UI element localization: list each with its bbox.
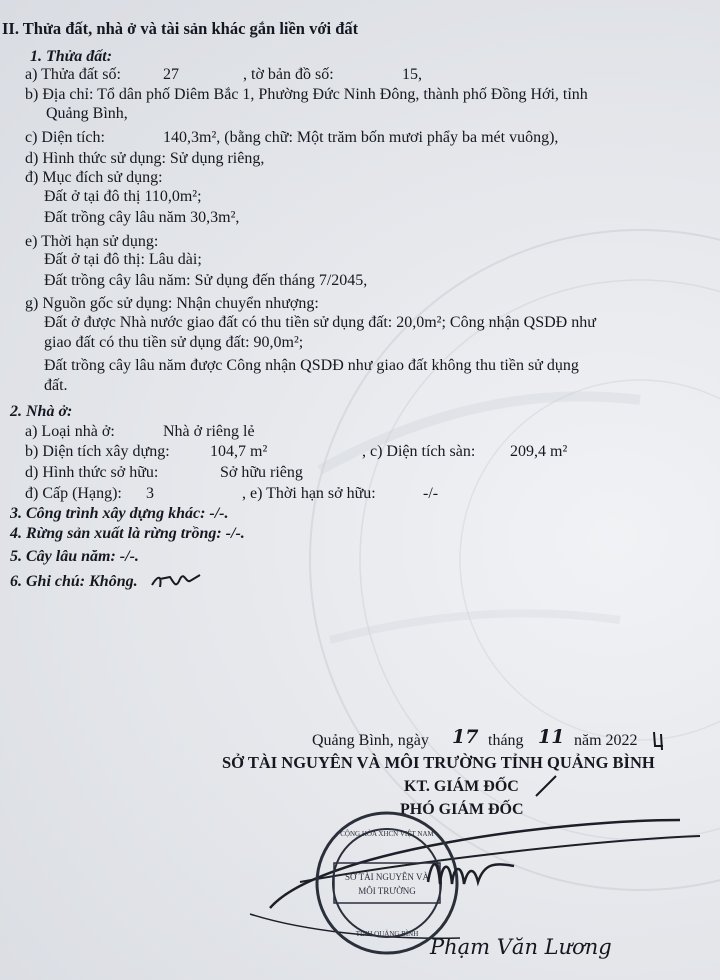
planted-forest: 4. Rừng sản xuất là rừng trồng: -/-.: [10, 525, 245, 542]
tick-mark: [532, 774, 562, 804]
floor-area-label: , c) Diện tích sàn:: [362, 443, 476, 460]
house-type-label: a) Loại nhà ở:: [25, 423, 115, 440]
area-label: c) Diện tích:: [25, 129, 105, 146]
grade-label: đ) Cấp (Hạng):: [25, 485, 122, 502]
signature-flourish: [0, 790, 720, 980]
origin-line-1: Đất ở được Nhà nước giao đất có thu tiền sử dụng đất: 20,0m²; Công nhận QSDĐ như: [44, 314, 596, 331]
origin-label: g) Nguồn gốc sử dụng: Nhận chuyển nhượng:: [25, 295, 319, 312]
ownership-label: d) Hình thức sở hữu:: [25, 464, 159, 481]
year-label: năm 2022: [574, 732, 638, 749]
notes: 6. Ghi chú: Không.: [10, 573, 138, 590]
section-title: II. Thửa đất, nhà ở và tài sản khác gắn liền với đất: [2, 19, 359, 38]
land-heading: 1. Thửa đất:: [30, 48, 113, 65]
origin-line-3: Đất trồng cây lâu năm được Công nhận QSDĐ như giao đất không thu tiền sử dụng: [44, 357, 579, 374]
origin-line-4: đất.: [44, 377, 68, 394]
area-value: 140,3m², (bằng chữ: Một trăm bốn mươi phẩy ba mét vuông),: [163, 129, 559, 146]
place-date-prefix: Quảng Bình, ngày: [312, 732, 429, 749]
month-label: tháng: [488, 732, 524, 749]
address-line-2: Quảng Bình,: [46, 105, 128, 122]
svg-text:CỘNG HÒA XHCN VIỆT NAM: CỘNG HÒA XHCN VIỆT NAM: [340, 830, 434, 838]
parcel-number: 27: [163, 66, 179, 83]
svg-text:MÔI TRƯỜNG: MÔI TRƯỜNG: [358, 886, 416, 896]
parcel-label: a) Thửa đất số:: [25, 66, 121, 83]
floor-area-value: 209,4 m²: [510, 443, 568, 460]
address-line-1: b) Địa chỉ: Tổ dân phố Diêm Bắc 1, Phường Đức Ninh Đông, thành phố Đồng Hới, tỉnh: [25, 86, 588, 103]
purpose-residential: Đất ở tại đô thị 110,0m²;: [44, 188, 202, 205]
year-mark: [651, 728, 671, 752]
purpose-perennial: Đất trồng cây lâu năm 30,3m²,: [44, 209, 240, 226]
term-residential: Đất ở tại đô thị: Lâu dài;: [44, 251, 202, 268]
deputy-director: PHÓ GIÁM ĐỐC: [400, 801, 524, 818]
ownership-term-label: , e) Thời hạn sở hữu:: [242, 485, 376, 502]
usage-form: d) Hình thức sử dụng: Sử dụng riêng,: [25, 150, 265, 167]
origin-line-2: giao đất có thu tiền sử dụng đất: 90,0m²;: [44, 334, 304, 351]
build-area-label: b) Diện tích xây dựng:: [25, 443, 170, 460]
perennial-trees: 5. Cây lâu năm: -/-.: [10, 548, 139, 565]
map-number: 15,: [402, 66, 422, 83]
handwritten-signature: [424, 844, 524, 904]
house-type-value: Nhà ở riêng lẻ: [163, 423, 255, 440]
grade-value: 3: [146, 485, 154, 502]
map-label: , tờ bản đồ số:: [243, 66, 334, 83]
ownership-value: Sở hữu riêng: [220, 464, 303, 481]
signing-day: 17: [452, 726, 479, 748]
term-label: e) Thời hạn sử dụng:: [25, 233, 159, 250]
term-perennial: Đất trồng cây lâu năm: Sử dụng đến tháng 7/2045,: [44, 272, 368, 289]
signing-month: 11: [538, 726, 565, 748]
for-director: KT. GIÁM ĐỐC: [404, 778, 519, 795]
build-area-value: 104,7 m²: [210, 443, 268, 460]
signer-name: Phạm Văn Lương: [430, 935, 612, 959]
house-heading: 2. Nhà ở:: [10, 403, 73, 420]
svg-text:SỞ TÀI NGUYÊN VÀ: SỞ TÀI NGUYÊN VÀ: [345, 872, 429, 882]
initials-scribble: [150, 567, 210, 597]
ownership-term-value: -/-: [423, 485, 439, 502]
issuing-agency: SỞ TÀI NGUYÊN VÀ MÔI TRƯỜNG TỈNH QUẢNG BÌNH: [222, 753, 655, 772]
svg-text:TỈNH QUẢNG BÌNH: TỈNH QUẢNG BÌNH: [355, 930, 419, 938]
purpose-label: đ) Mục đích sử dụng:: [25, 169, 163, 186]
other-construction: 3. Công trình xây dựng khác: -/-.: [10, 505, 229, 522]
